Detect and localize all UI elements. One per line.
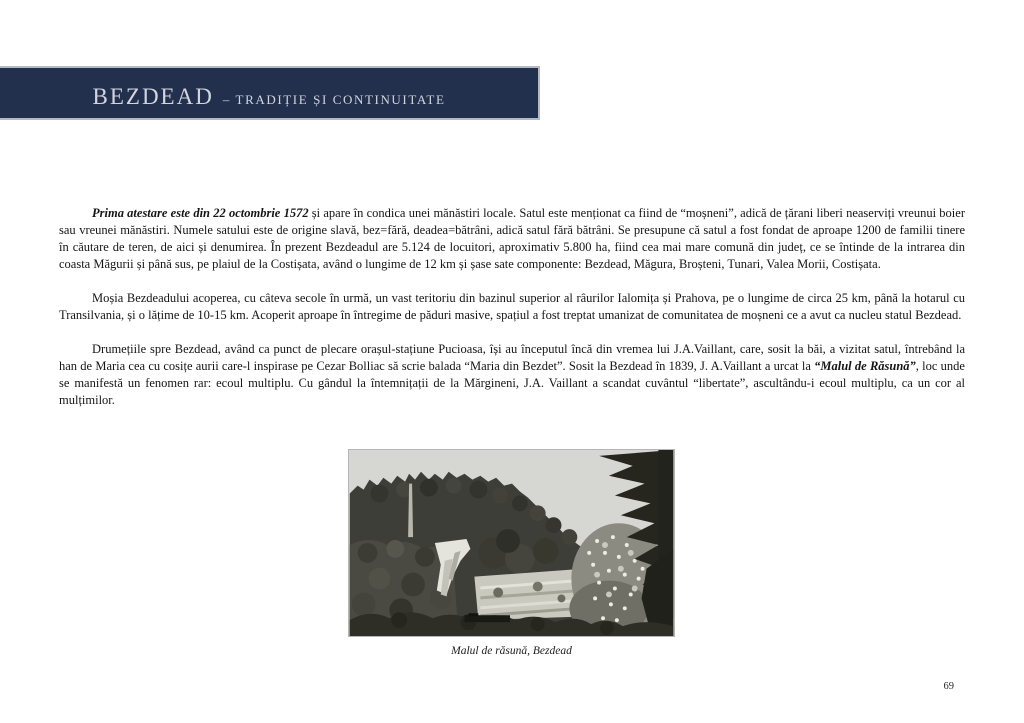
page-number: 69: [943, 681, 954, 692]
text-run: Drumețiile spre Bezdead, având ca punct de plecare orașul-stațiune Pucioasa, își au începutul încă din vremea lui J.A.Vaillant, care, sosit la băi, a vizitat satul, întrebând la han de Maria cea cu cosițe aurii care-l inspirase pe Cezar Bolliac să scrie balada “Maria din Bezdet”. Sosit la Bezdead în 1839, J. A.Vaillant a urcat la: [59, 342, 965, 373]
figure-photo: [348, 449, 675, 637]
paragraph-2: [59, 290, 965, 324]
text-run: Prima atestare este din 22 octombrie 1572: [92, 206, 309, 220]
figure: [348, 449, 675, 657]
chapter-banner: [0, 66, 540, 120]
figure-caption: Malul de răsună, Bezdead: [451, 645, 572, 657]
paragraph-1: [59, 205, 965, 273]
landscape-photo-illustration: [349, 450, 674, 636]
chapter-banner-text: [93, 84, 446, 110]
article-text: [59, 205, 965, 426]
text-run: Moșia Bezdeadului acoperea, cu câteva secole în urmă, un vast teritoriu din bazinul superior al râurilor Ialomița și Prahova, pe o lungime de circa 25 km, până la hotarul cu Transilvania, și o lățime de 10-15 km. Acoperit aproape în întregime de păduri masive, spațiul a fost treptat umanizat de comunitatea de moșneni ce a avut ca nucleu statul Bezdead.: [59, 291, 965, 322]
chapter-title: BEZDEAD: [92, 84, 214, 109]
chapter-subtitle: – TRADIȚIE ȘI CONTINUITATE: [222, 92, 446, 107]
text-run: și apare în condica unei mănăstiri locale. Satul este menționat ca fiind de “moșneni”, adică de țărani liberi neaserviți vreunui boier sau vreunei mănăstiri. Numele satului este de origine slavă, bez=fără, deadea=bătrâni, adică satul fără bătrâni. Se presupune că satul a fost fondat de aproape 1200 de familii tinere în căutare de teren, de aici și denumirea. În prezent Bezdeadul are 5.124 de locuitori, aproximativ 5.800 ha, fiind cea mai mare comună din județ, ce se întinde de la intrarea din coasta Măgurii și până sus, pe plaiul de la Costișata, având o lungime de 12 km și șase sate componente: Bezdead, Măgura, Broșteni, Tunari, Valea Morii, Costișata.: [59, 206, 965, 271]
text-run: , loc unde se manifestă un fenomen rar: ecoul multiplu. Cu gândul la întemnițații de la Mărgineni, J.A. Vaillant a scandat cuvântul “libertate”, ascultându-i ecoul multiplu, ca un cor al mulțimilor.: [59, 359, 965, 407]
paragraph-3: [59, 341, 965, 409]
text-run: “Malul de Răsună”: [814, 359, 916, 373]
